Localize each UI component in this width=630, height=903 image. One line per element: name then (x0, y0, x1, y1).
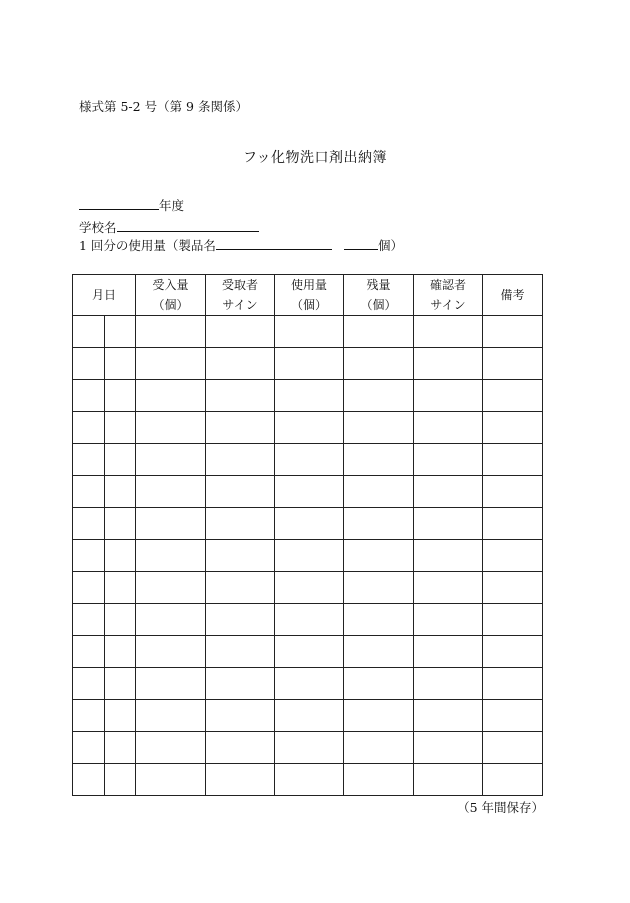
cell-month[interactable] (73, 348, 105, 380)
cell-day[interactable] (105, 412, 136, 444)
cell-used-qty[interactable] (275, 732, 344, 764)
document-title: フッ化物洗口剤出納簿 (242, 150, 388, 166)
cell-remaining-qty[interactable] (344, 572, 414, 604)
cell-received-qty[interactable] (136, 444, 206, 476)
cell-received-qty[interactable] (136, 668, 206, 700)
cell-received-qty[interactable] (136, 636, 206, 668)
table-row (73, 476, 543, 508)
header-received-qty-line2: （個） (152, 298, 189, 312)
cell-receiver-sign[interactable] (206, 444, 275, 476)
cell-day[interactable] (105, 508, 136, 540)
header-receiver-sign-line2: サイン (222, 298, 258, 312)
cell-receiver-sign[interactable] (206, 540, 275, 572)
cell-month[interactable] (73, 668, 105, 700)
header-remaining-qty-line1: 残量 (366, 278, 391, 292)
cell-checker-sign[interactable] (414, 476, 483, 508)
cell-day[interactable] (105, 380, 136, 412)
cell-month[interactable] (73, 540, 105, 572)
table-row (73, 604, 543, 636)
cell-used-qty[interactable] (275, 348, 344, 380)
cell-checker-sign[interactable] (414, 668, 483, 700)
header-used-qty-line1: 使用量 (291, 278, 328, 292)
cell-checker-sign[interactable] (414, 732, 483, 764)
cell-remaining-qty[interactable] (344, 380, 414, 412)
cell-received-qty[interactable] (136, 700, 206, 732)
cell-remarks[interactable] (483, 476, 543, 508)
cell-receiver-sign[interactable] (206, 476, 275, 508)
usage-line (79, 236, 403, 254)
cell-used-qty[interactable] (275, 412, 344, 444)
cell-remarks[interactable] (483, 444, 543, 476)
cell-receiver-sign[interactable] (206, 572, 275, 604)
cell-remaining-qty[interactable] (344, 668, 414, 700)
cell-day[interactable] (105, 572, 136, 604)
school-field[interactable] (117, 218, 259, 232)
header-checker-sign-line1: 確認者 (430, 278, 467, 292)
cell-received-qty[interactable] (136, 540, 206, 572)
cell-used-qty[interactable] (275, 636, 344, 668)
cell-received-qty[interactable] (136, 572, 206, 604)
usage-amount-field[interactable] (344, 236, 378, 250)
table-row (73, 444, 543, 476)
cell-month[interactable] (73, 444, 105, 476)
cell-remarks[interactable] (483, 412, 543, 444)
table-row (73, 348, 543, 380)
retention-note: （5 年間保存） (457, 800, 544, 815)
cell-month[interactable] (73, 732, 105, 764)
table-header (73, 275, 543, 316)
header-receiver-sign-line1: 受取者 (222, 278, 259, 292)
cell-receiver-sign[interactable] (206, 604, 275, 636)
year-label: 年度 (159, 198, 185, 213)
cell-remarks[interactable] (483, 572, 543, 604)
cell-day[interactable] (105, 476, 136, 508)
cell-checker-sign[interactable] (414, 380, 483, 412)
cell-day[interactable] (105, 636, 136, 668)
cell-receiver-sign[interactable] (206, 412, 275, 444)
ledger-table (72, 274, 543, 796)
cell-receiver-sign[interactable] (206, 668, 275, 700)
cell-remarks[interactable] (483, 764, 543, 796)
cell-day[interactable] (105, 668, 136, 700)
header-remarks: 備考 (483, 275, 543, 316)
cell-received-qty[interactable] (136, 412, 206, 444)
cell-received-qty[interactable] (136, 348, 206, 380)
school-label: 学校名 (79, 220, 117, 235)
table-row (73, 316, 543, 348)
cell-month[interactable] (73, 636, 105, 668)
year-line (79, 196, 184, 214)
header-checker-sign (414, 275, 483, 316)
table-row (73, 732, 543, 764)
cell-day[interactable] (105, 540, 136, 572)
cell-remaining-qty[interactable] (344, 508, 414, 540)
cell-remarks[interactable] (483, 380, 543, 412)
form-number: 様式第 5-2 号（第 9 条関係） (79, 99, 248, 114)
cell-received-qty[interactable] (136, 476, 206, 508)
header-received-qty (136, 275, 206, 316)
cell-used-qty[interactable] (275, 476, 344, 508)
cell-used-qty[interactable] (275, 508, 344, 540)
header-remaining-qty-line2: （個） (360, 298, 397, 312)
cell-receiver-sign[interactable] (206, 316, 275, 348)
table-row (73, 764, 543, 796)
school-line (79, 218, 259, 236)
header-receiver-sign (206, 275, 275, 316)
table-row (73, 700, 543, 732)
cell-remaining-qty[interactable] (344, 764, 414, 796)
cell-used-qty[interactable] (275, 700, 344, 732)
table-row (73, 668, 543, 700)
cell-remarks[interactable] (483, 508, 543, 540)
table-row (73, 412, 543, 444)
cell-month[interactable] (73, 764, 105, 796)
cell-checker-sign[interactable] (414, 348, 483, 380)
header-date: 月日 (73, 275, 136, 316)
cell-used-qty[interactable] (275, 604, 344, 636)
usage-unit: 個） (377, 238, 403, 253)
cell-checker-sign[interactable] (414, 572, 483, 604)
cell-day[interactable] (105, 764, 136, 796)
cell-month[interactable] (73, 604, 105, 636)
cell-checker-sign[interactable] (414, 412, 483, 444)
cell-remaining-qty[interactable] (344, 444, 414, 476)
cell-received-qty[interactable] (136, 316, 206, 348)
cell-remarks[interactable] (483, 636, 543, 668)
cell-used-qty[interactable] (275, 572, 344, 604)
cell-received-qty[interactable] (136, 380, 206, 412)
cell-checker-sign[interactable] (414, 604, 483, 636)
cell-checker-sign[interactable] (414, 636, 483, 668)
cell-received-qty[interactable] (136, 604, 206, 636)
cell-receiver-sign[interactable] (206, 636, 275, 668)
cell-remaining-qty[interactable] (344, 412, 414, 444)
cell-checker-sign[interactable] (414, 316, 483, 348)
header-received-qty-line1: 受入量 (152, 278, 189, 292)
cell-remaining-qty[interactable] (344, 604, 414, 636)
header-used-qty (275, 275, 344, 316)
year-field[interactable] (79, 196, 159, 210)
cell-received-qty[interactable] (136, 764, 206, 796)
cell-month[interactable] (73, 508, 105, 540)
cell-used-qty[interactable] (275, 380, 344, 412)
cell-used-qty[interactable] (275, 668, 344, 700)
cell-remarks[interactable] (483, 700, 543, 732)
cell-receiver-sign[interactable] (206, 348, 275, 380)
header-checker-sign-line2: サイン (430, 298, 466, 312)
cell-remarks[interactable] (483, 540, 543, 572)
product-name-field[interactable] (216, 236, 332, 250)
cell-receiver-sign[interactable] (206, 508, 275, 540)
table-body (73, 316, 543, 796)
cell-checker-sign[interactable] (414, 764, 483, 796)
header-used-qty-line2: （個） (291, 298, 328, 312)
cell-month[interactable] (73, 700, 105, 732)
cell-remaining-qty[interactable] (344, 316, 414, 348)
cell-remaining-qty[interactable] (344, 700, 414, 732)
cell-checker-sign[interactable] (414, 508, 483, 540)
cell-used-qty[interactable] (275, 540, 344, 572)
cell-receiver-sign[interactable] (206, 380, 275, 412)
cell-month[interactable] (73, 572, 105, 604)
cell-day[interactable] (105, 604, 136, 636)
usage-label: 1 回分の使用量（製品名 (79, 238, 216, 253)
cell-remarks[interactable] (483, 348, 543, 380)
cell-received-qty[interactable] (136, 508, 206, 540)
cell-used-qty[interactable] (275, 764, 344, 796)
cell-remarks[interactable] (483, 732, 543, 764)
cell-remaining-qty[interactable] (344, 476, 414, 508)
cell-month[interactable] (73, 476, 105, 508)
cell-day[interactable] (105, 348, 136, 380)
table-row (73, 636, 543, 668)
cell-day[interactable] (105, 700, 136, 732)
cell-remaining-qty[interactable] (344, 636, 414, 668)
cell-day[interactable] (105, 444, 136, 476)
cell-receiver-sign[interactable] (206, 732, 275, 764)
table-row (73, 380, 543, 412)
cell-receiver-sign[interactable] (206, 700, 275, 732)
cell-checker-sign[interactable] (414, 540, 483, 572)
table-row (73, 572, 543, 604)
table-row (73, 508, 543, 540)
cell-remaining-qty[interactable] (344, 540, 414, 572)
cell-remaining-qty[interactable] (344, 732, 414, 764)
cell-month[interactable] (73, 316, 105, 348)
cell-month[interactable] (73, 412, 105, 444)
cell-remaining-qty[interactable] (344, 348, 414, 380)
cell-month[interactable] (73, 380, 105, 412)
table-row (73, 540, 543, 572)
cell-used-qty[interactable] (275, 316, 344, 348)
cell-remarks[interactable] (483, 604, 543, 636)
cell-checker-sign[interactable] (414, 700, 483, 732)
cell-day[interactable] (105, 732, 136, 764)
cell-remarks[interactable] (483, 668, 543, 700)
cell-checker-sign[interactable] (414, 444, 483, 476)
cell-receiver-sign[interactable] (206, 764, 275, 796)
cell-remarks[interactable] (483, 316, 543, 348)
header-remaining-qty (344, 275, 414, 316)
cell-used-qty[interactable] (275, 444, 344, 476)
cell-received-qty[interactable] (136, 732, 206, 764)
cell-day[interactable] (105, 316, 136, 348)
